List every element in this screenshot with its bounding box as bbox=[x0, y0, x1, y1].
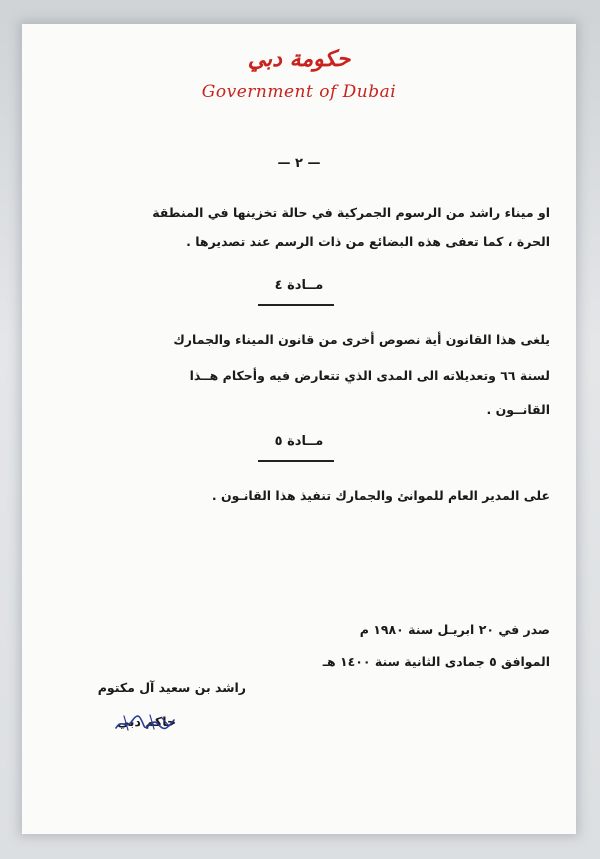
article4-underline bbox=[258, 304, 334, 306]
handwritten-signature-icon bbox=[114, 712, 176, 734]
paragraph1-line2: الحرة ، كما تعفى هذه البضائع من ذات الرسم عند تصديرها . bbox=[186, 234, 550, 249]
paragraph1-line1: او ميناء راشد من الرسوم الجمركية في حالة تخزينها في المنطقة bbox=[152, 205, 550, 220]
article4-line3: القانــون . bbox=[486, 402, 550, 417]
letterhead-english: Government of Dubai bbox=[201, 82, 397, 102]
issuance-date-hijri: الموافق ٥ جمادى الثانية سنة ١٤٠٠ هـ bbox=[322, 654, 550, 669]
article4-line2: لسنة ٦٦ وتعديلاته الى المدى الذي تتعارض فيه وأحكام هــذا bbox=[189, 368, 550, 383]
article4-heading: مــادة ٤ bbox=[274, 278, 324, 293]
page-number: — ٢ — bbox=[277, 156, 321, 171]
signatory-name: راشد بن سعيد آل مكتوم bbox=[97, 680, 246, 695]
article5-heading: مــادة ٥ bbox=[274, 434, 324, 449]
document-page bbox=[22, 24, 576, 834]
letterhead-arabic: حكومة دبي bbox=[247, 46, 351, 72]
article5-underline bbox=[258, 460, 334, 462]
issuance-date-gregorian: صدر في ٢٠ ابريـل سنة ١٩٨٠ م bbox=[359, 622, 550, 637]
article5-line1: على المدير العام للموانئ والجمارك تنفيذ هذا القانـون . bbox=[211, 488, 550, 503]
signatory-title: حاكم دبي bbox=[117, 714, 176, 729]
article4-line1: يلغى هذا القانون أية نصوص أخرى من قانون الميناء والجمارك bbox=[173, 332, 550, 347]
